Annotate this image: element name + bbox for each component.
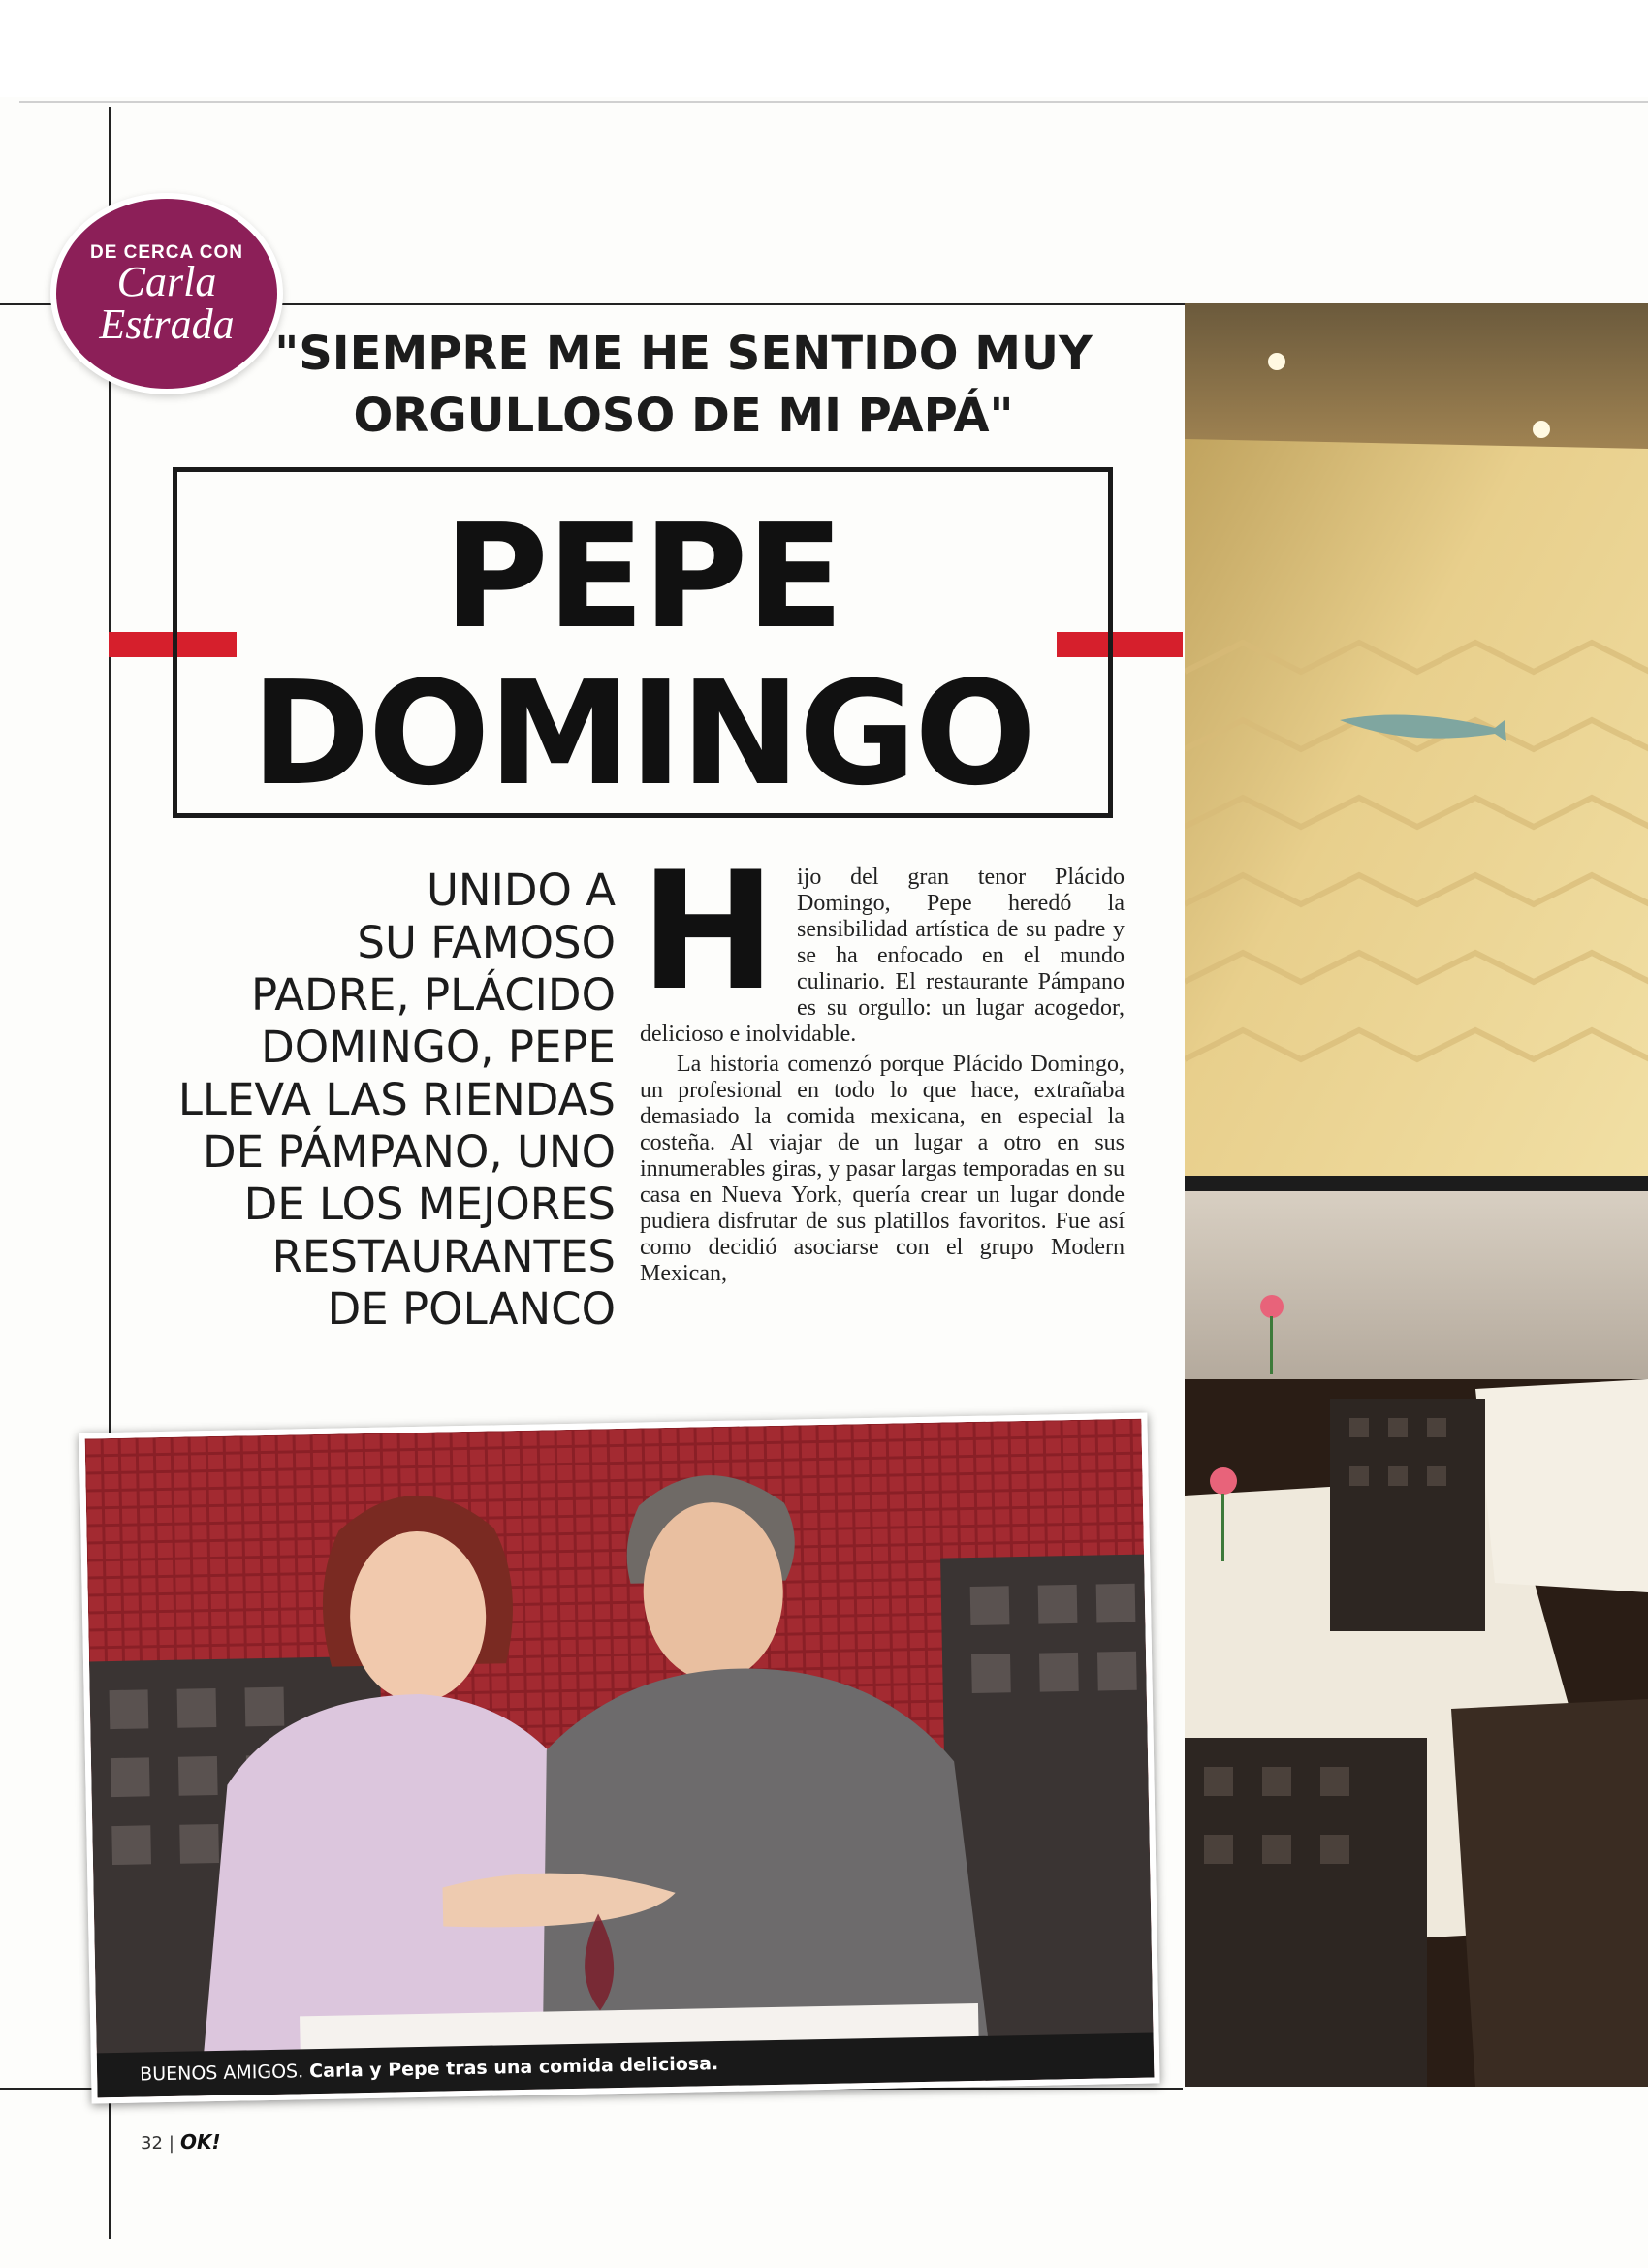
intro-line: PADRE, PLÁCIDO	[251, 969, 616, 1021]
article-paragraph-1: ijo del gran tenor Plácido Domingo, Pepe heredó la sensibilidad artística de su padre y se ha enfocado en el mundo culinario. El restaurante Pámpano es su orgullo: un lugar acogedor, delicioso e inolvidable.	[640, 865, 1125, 1047]
intro-line: SU FAMOSO	[357, 917, 616, 968]
headline-line-2: DOMINGO	[250, 650, 1035, 817]
kicker-line-2: ORGULLOSO DE MI PAPÁ"	[353, 389, 1014, 443]
headline-line-1: PEPE	[443, 493, 842, 660]
page-footer	[141, 2130, 221, 2154]
intro-line: UNIDO A	[426, 865, 616, 916]
restaurant-interior-photo	[1185, 303, 1648, 2087]
portrait-illustration	[85, 1419, 1155, 2098]
portrait-photo	[79, 1412, 1159, 2103]
intro-deck	[116, 865, 616, 1336]
caption-lead: BUENOS AMIGOS.	[139, 2061, 304, 2086]
page-top-margin	[0, 0, 1648, 97]
intro-line: DE POLANCO	[327, 1283, 616, 1335]
intro-line: LLEVA LAS RIENDAS	[177, 1074, 616, 1125]
kicker-line-1: "SIEMPRE ME HE SENTIDO MUY	[274, 327, 1093, 381]
page-number: 32	[141, 2133, 163, 2154]
intro-line: DOMINGO, PEPE	[261, 1022, 616, 1073]
magazine-brand: OK!	[179, 2130, 221, 2154]
caption-text: Carla y Pepe tras una comida deliciosa.	[308, 2053, 719, 2083]
intro-line: RESTAURANTES	[271, 1231, 616, 1282]
badge-label: DE CERCA CON	[89, 242, 244, 263]
article-paragraph-2: La historia comenzó porque Plácido Domingo, un profesional en todo lo que hace, extrañaba demasiado la comida mexicana, en especial la costeña. Al viajar de un lugar a otro en sus innumerables giras, y pasar largas temporadas en su casa en Nueva York, quería crear un lugar donde pudiera disfrutar de sus platillos favoritos. Fue así como decidió asociarse con el grupo Modern Mexican,	[640, 1052, 1125, 1286]
intro-line: DE LOS MEJORES	[243, 1179, 616, 1230]
badge-name-first: Carla	[116, 258, 217, 305]
top-edge-rule	[19, 101, 1648, 103]
article-body	[640, 836, 1125, 1287]
drop-cap: H	[640, 836, 776, 1026]
intro-line: DE PÁMPANO, UNO	[202, 1126, 616, 1178]
restaurant-interior-illustration	[1185, 303, 1648, 2087]
kicker-quote	[199, 323, 1168, 447]
badge-name-last: Estrada	[99, 300, 235, 348]
footer-separator: |	[168, 2133, 174, 2154]
